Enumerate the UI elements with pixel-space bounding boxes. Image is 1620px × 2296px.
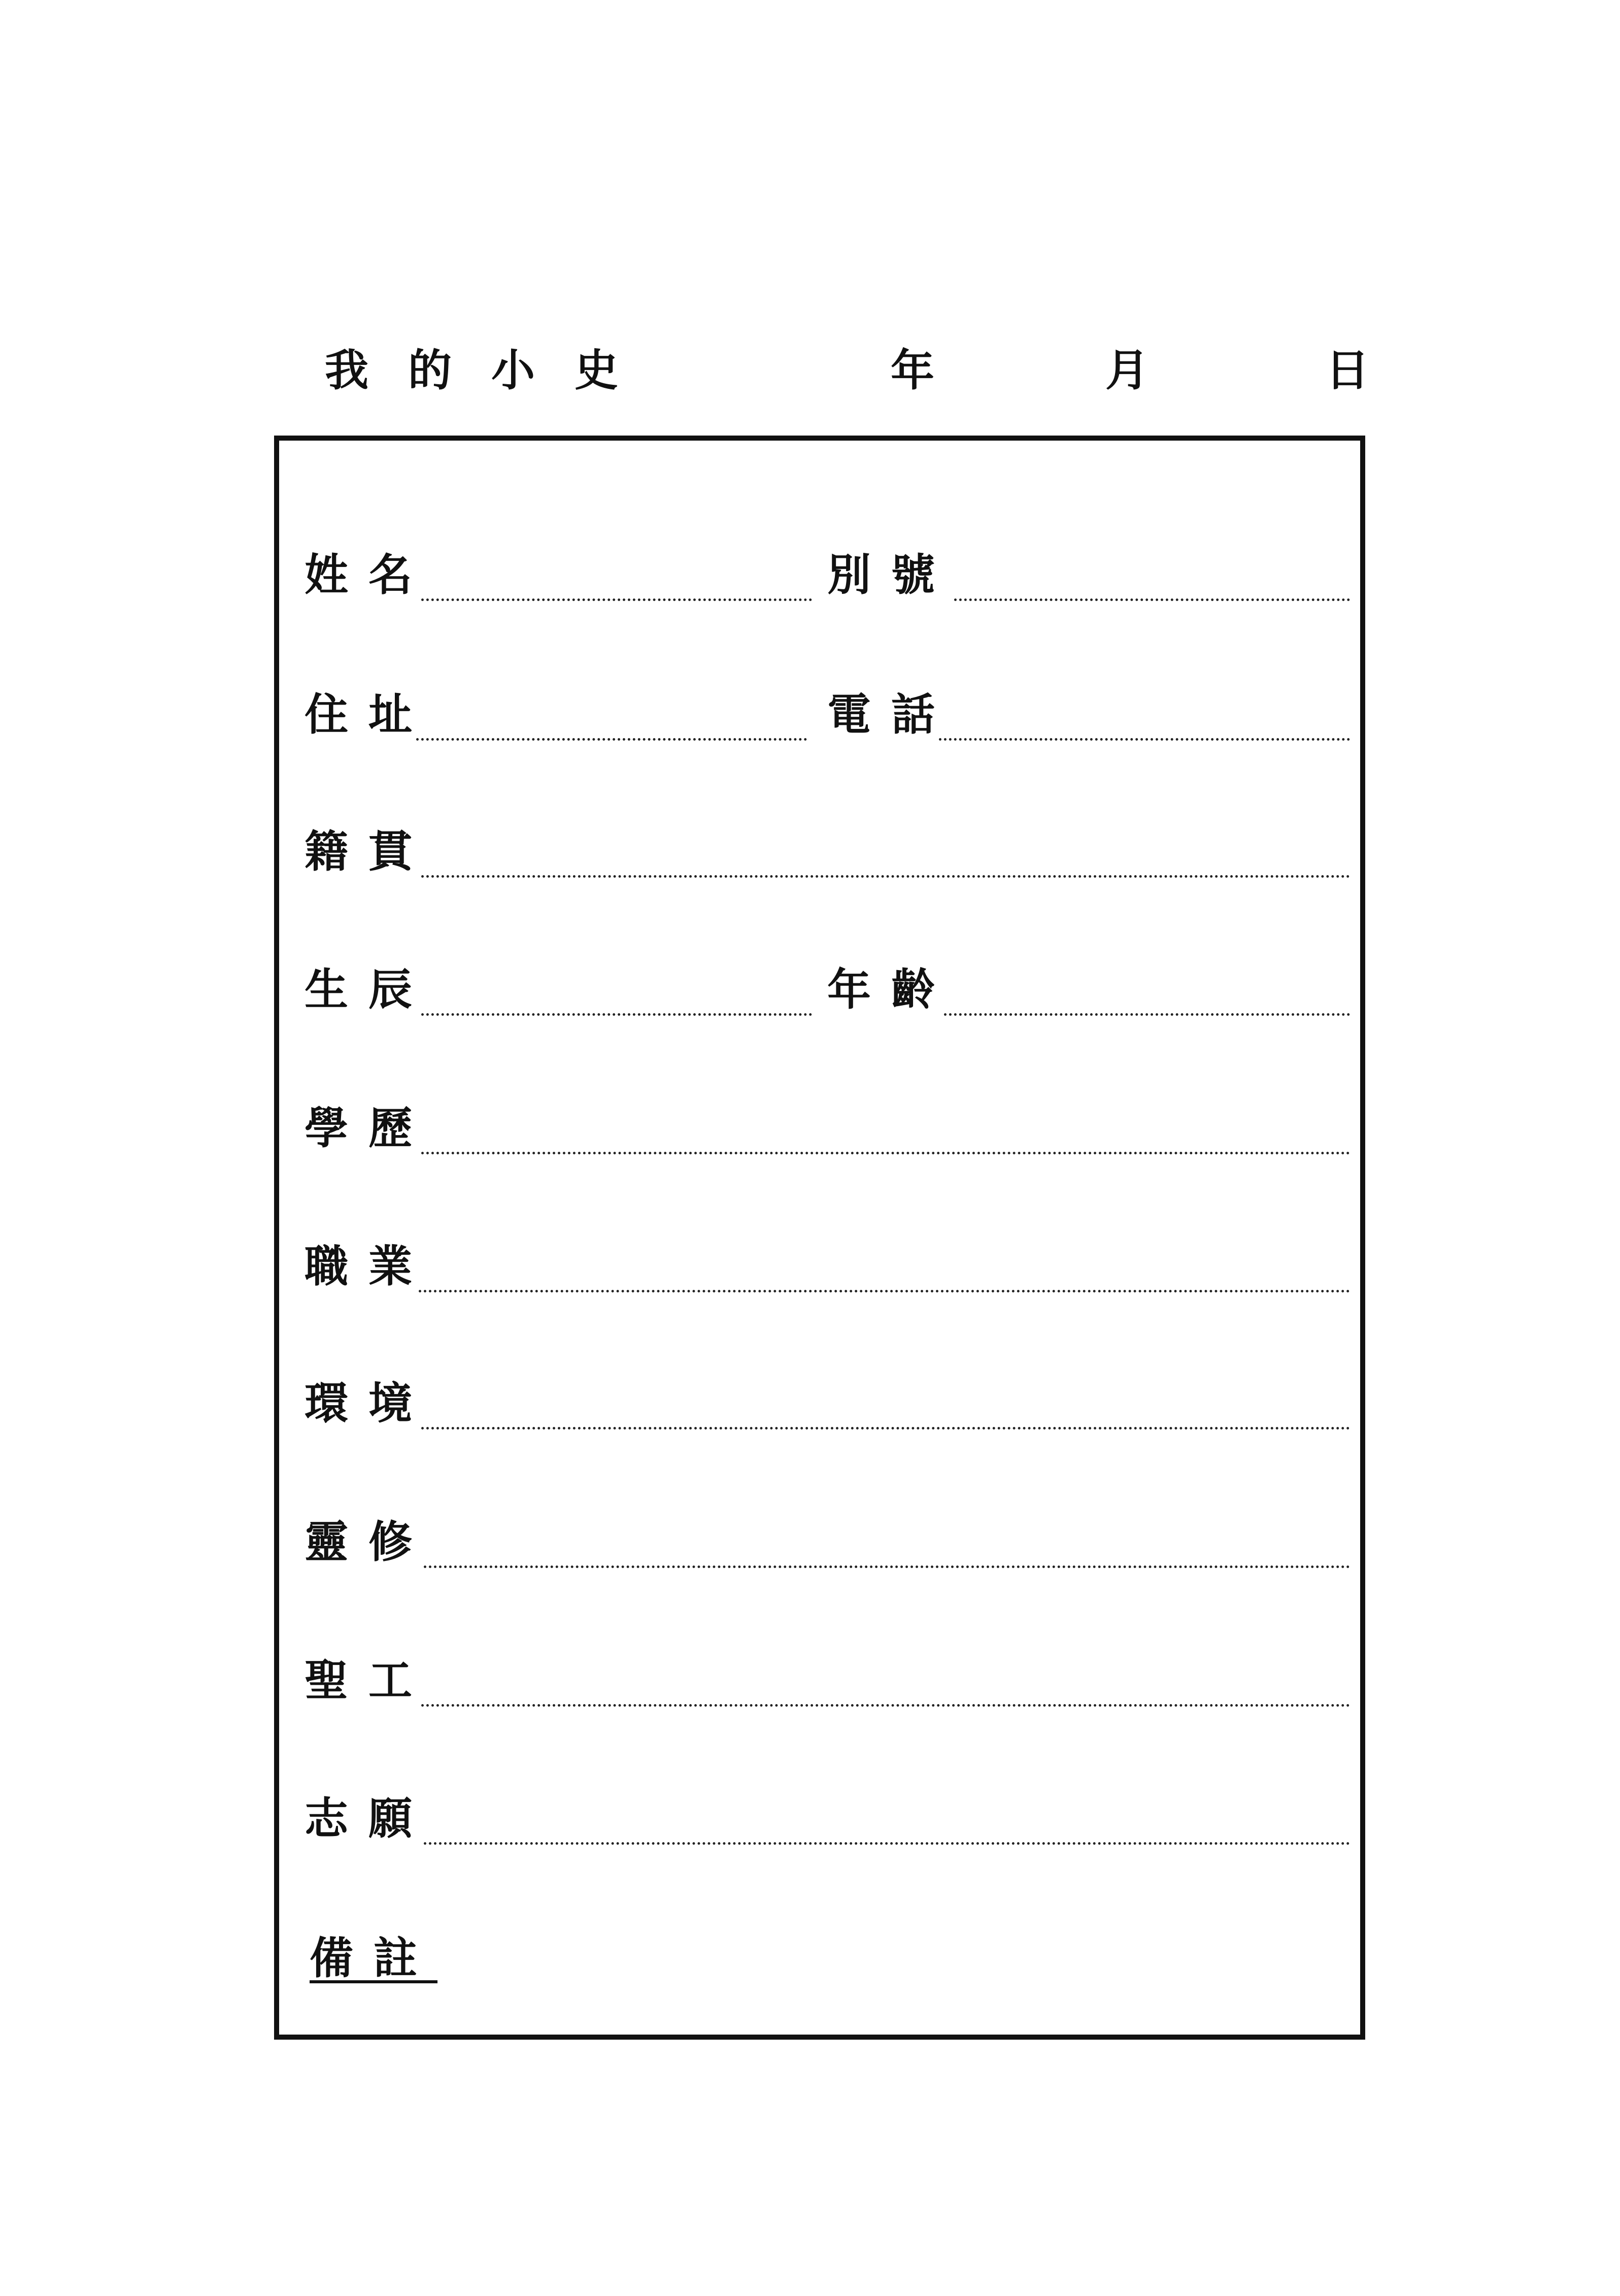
form-row-environment	[279, 1371, 1360, 1437]
form-row-address	[279, 682, 1360, 748]
environment-label: 環境	[305, 1378, 432, 1429]
occupation-field[interactable]	[419, 1290, 1350, 1292]
form-row-education	[279, 1095, 1360, 1161]
environment-field[interactable]	[421, 1427, 1350, 1429]
page-header	[0, 335, 1620, 406]
phone-label: 電話	[827, 689, 955, 740]
education-label: 學歷	[305, 1103, 432, 1154]
spiritual-label: 靈修	[305, 1516, 432, 1568]
form-row-spiritual	[279, 1509, 1360, 1575]
form-row-aspiration	[279, 1786, 1360, 1852]
birth-field[interactable]	[421, 1013, 812, 1016]
form-row-remarks	[279, 1925, 1360, 1991]
aspiration-field[interactable]	[424, 1842, 1350, 1845]
education-field[interactable]	[421, 1152, 1350, 1154]
ministry-field[interactable]	[421, 1704, 1350, 1707]
address-field[interactable]	[416, 738, 807, 741]
alias-field[interactable]	[954, 598, 1350, 601]
name-label: 姓名	[305, 549, 432, 601]
form-row-ministry	[279, 1648, 1360, 1714]
remarks-label: 備註	[310, 1933, 437, 1984]
form-row-birth	[279, 957, 1360, 1023]
address-label: 住址	[305, 689, 432, 740]
form-row-occupation	[279, 1234, 1360, 1300]
spiritual-field[interactable]	[424, 1566, 1350, 1568]
date-month-label: 月	[1105, 345, 1149, 396]
occupation-label: 職業	[305, 1241, 432, 1292]
ministry-label: 聖工	[305, 1655, 432, 1706]
form-frame	[274, 436, 1365, 2040]
birth-label: 生辰	[305, 964, 432, 1015]
date-year-label: 年	[891, 345, 934, 396]
age-field[interactable]	[944, 1013, 1350, 1016]
date-day-label: 日	[1326, 345, 1369, 396]
native-place-label: 籍貫	[305, 826, 432, 877]
name-field[interactable]	[421, 598, 812, 601]
native-place-field[interactable]	[421, 875, 1350, 878]
form-title: 我的小史	[325, 345, 658, 396]
form-row-native-place	[279, 819, 1360, 885]
form-row-name	[279, 542, 1360, 608]
phone-field[interactable]	[939, 738, 1350, 741]
aspiration-label: 志願	[305, 1793, 432, 1844]
age-label: 年齡	[827, 964, 955, 1015]
alias-label: 別號	[827, 549, 955, 601]
